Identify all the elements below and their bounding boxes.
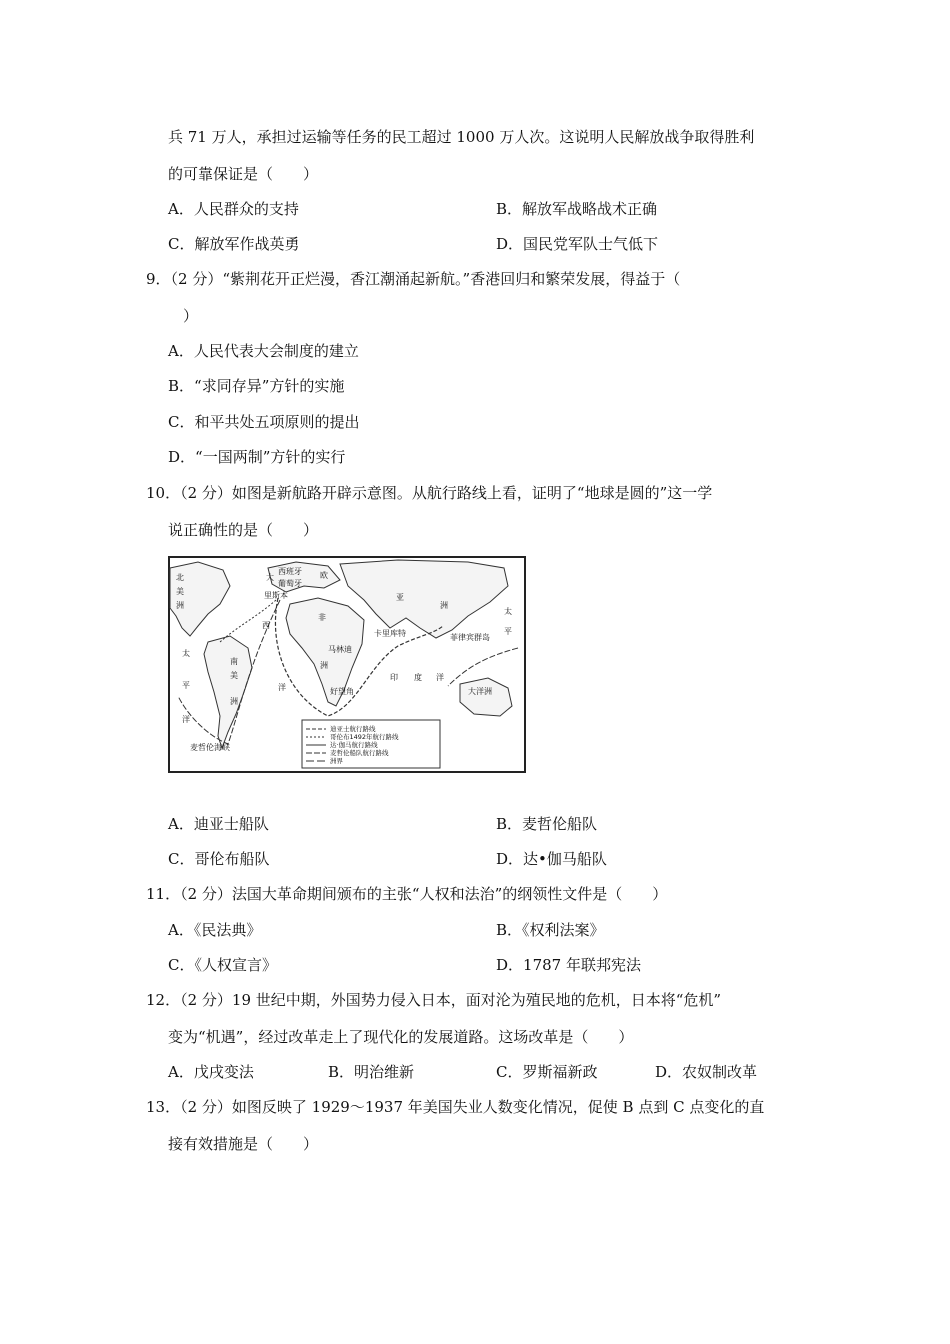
q8-option-c: C．解放军作战英勇: [168, 235, 300, 253]
legend-columbus: 哥伦布1492年航行路线: [330, 733, 399, 741]
q9-stem-line1: 9．（2 分）“紫荆花开正烂漫，香江潮涌起新航。”香港回归和繁荣发展，得益于（: [146, 270, 681, 288]
q11-option-a: A．《民法典》: [168, 921, 262, 939]
map-label-yang-indian: 洋: [436, 673, 444, 682]
map-label-africa-continent: 洲: [320, 661, 328, 670]
q9-option-a: A．人民代表大会制度的建立: [168, 342, 359, 360]
map-label-ping-right: 平: [504, 627, 512, 636]
map-label-africa: 非: [318, 613, 326, 622]
map-label-portugal: 葡萄牙: [278, 579, 302, 588]
q12-option-d: D．农奴制改革: [655, 1063, 758, 1081]
q12-option-a: A．戊戌变法: [168, 1063, 254, 1081]
map-label-oceania: 大洋洲: [468, 687, 492, 696]
q11-stem-line1: 11．（2 分）法国大革命期间颁布的主张“人权和法治”的纲领性文件是（ ）: [146, 885, 668, 903]
q10-option-d: D．达•伽马船队: [496, 850, 607, 868]
map-label-europe: 欧: [320, 571, 328, 580]
map-label-da: 大: [266, 573, 274, 582]
q10-option-c: C．哥伦布船队: [168, 850, 270, 868]
map-label-yin: 印: [390, 673, 398, 682]
map-label-south: 南: [230, 657, 238, 666]
q10-option-a: A．迪亚士船队: [168, 815, 269, 833]
q12-stem-line1: 12．（2 分）19 世纪中期，外国势力侵入日本，面对沦为殖民地的危机，日本将“危机”: [146, 991, 722, 1009]
map-label-tai-left: 太: [182, 649, 190, 658]
map-label-south-america: 美: [230, 671, 238, 680]
q8-stem-line1: 兵 71 万人，承担过运输等任务的民工超过 1000 万人次。这说明人民解放战争取得胜利: [168, 128, 755, 146]
q13-stem-line2: 接有效措施是（ ）: [168, 1135, 319, 1153]
q9-stem-line2: ）: [183, 307, 199, 325]
q11-option-b: B．《权利法案》: [496, 921, 605, 939]
map-label-magellan-strait: 麦哲伦海峡: [190, 743, 230, 752]
q11-option-c: C．《人权宣言》: [168, 956, 277, 974]
map-label-spain: 西班牙: [278, 567, 302, 576]
q12-option-b: B．明治维新: [328, 1063, 415, 1081]
q10-stem-line2: 说正确性的是（ ）: [168, 521, 319, 539]
q9-option-c: C．和平共处五项原则的提出: [168, 413, 360, 431]
q12-stem-line2: 变为“机遇”，经过改革走上了现代化的发展道路。这场改革是（ ）: [168, 1028, 634, 1046]
map-label-yang-left: 洋: [182, 715, 190, 724]
q8-option-a: A．人民群众的支持: [168, 200, 299, 218]
legend-magellan: 麦哲伦船队航行路线: [330, 749, 389, 757]
legend-dias: 迪亚士航行路线: [330, 725, 376, 733]
q10-option-b: B．麦哲伦船队: [496, 815, 598, 833]
legend-da-gama: 达·伽马航行路线: [330, 741, 378, 749]
q11-option-d: D．1787 年联邦宪法: [496, 956, 641, 974]
q8-option-b: B．解放军战略战术正确: [496, 200, 658, 218]
map-label-philippines: 菲律宾群岛: [450, 633, 490, 642]
map-label-cape: 好望角: [330, 687, 354, 696]
q9-option-d: D．“一国两制”方针的实行: [168, 448, 346, 466]
map-label-asia-continent: 洲: [440, 601, 448, 610]
map-label-xi: 西: [262, 621, 270, 630]
q13-stem-line1: 13．（2 分）如图反映了 1929～1937 年美国失业人数变化情况，促使 B 点到 C 点变化的直: [146, 1098, 765, 1116]
map-label-lisbon: 里斯本: [264, 591, 288, 600]
map-label-calicut: 卡里库特: [374, 629, 406, 638]
new-sea-routes-map: [168, 556, 526, 773]
map-label-south-continent: 洲: [230, 697, 238, 706]
map-label-ping-left: 平: [182, 681, 190, 690]
map-label-continent: 洲: [176, 601, 184, 610]
map-label-america: 美: [176, 587, 184, 596]
map-label-du: 度: [414, 673, 422, 682]
map-label-malindi: 马林迪: [328, 645, 352, 654]
q9-option-b: B．“求同存异”方针的实施: [168, 377, 345, 395]
map-label-north: 北: [176, 573, 184, 582]
legend-boundary: 洲界: [330, 757, 343, 765]
q12-option-c: C．罗斯福新政: [496, 1063, 598, 1081]
map-label-tai-right: 太: [504, 607, 512, 616]
map-label-asia: 亚: [396, 593, 404, 602]
q10-stem-line1: 10．（2 分）如图是新航路开辟示意图。从航行路线上看，证明了“地球是圆的”这一学: [146, 484, 713, 502]
map-label-yang-atlantic: 洋: [278, 683, 286, 692]
q8-option-d: D．国民党军队士气低下: [496, 235, 659, 253]
q8-stem-line2: 的可靠保证是（ ）: [168, 165, 319, 183]
